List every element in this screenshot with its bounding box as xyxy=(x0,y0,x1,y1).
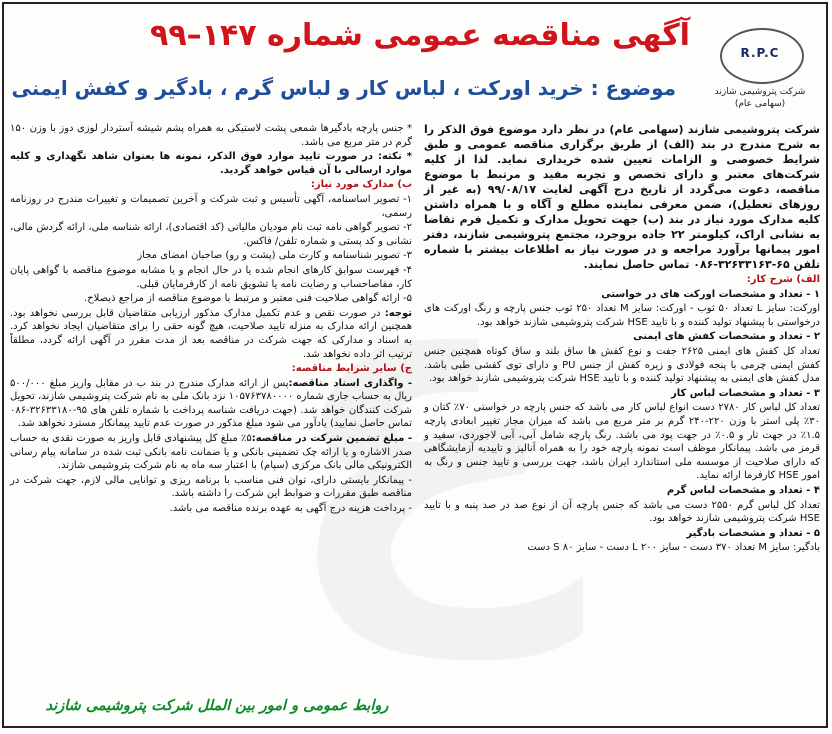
warning-text: در صورت نقص و عدم تکمیل مدارک مذکور ارزیابی متقاضیان قابل بررسی نخواهد بود. همچنین ارائه مدارک به منزله تایید صلاحیت، هیچ گونه حقی را برای متقاضیان ایجاد نخواهد کرد. به اسناد و مدارکی که جهت شرکت در مناقصه بعد از مدت مقرر در آگهی ارائه گردد، مطلقاً ترتیب اثر داده نخواهد شد. xyxy=(10,307,412,360)
item5-body: بادگیر: سایز M تعداد ۳۷۰ دست - سایز L ۲۰۰ دست - سایز S ۸۰ دست xyxy=(527,542,820,554)
right-column xyxy=(424,122,820,556)
doc-item-5: ۵- ارائه گواهی صلاحیت فنی معتبر و مرتبط با موضوع مناقصه از مراجع ذیصلاح. xyxy=(84,293,412,305)
condition-2: - پرداخت هزینه درج آگهی به عهده برنده مناقصه می باشد. xyxy=(169,503,412,515)
condition-1: - پیمانکار بایستی دارای، توان فنی مناسب با برنامه ریزی و توانایی مالی لازم، جهت شرکت در مناقصه طبق مقررات و ضوابط این شرکت را داشته باشد. xyxy=(10,474,412,500)
warning-label: توجه: xyxy=(384,307,412,319)
doc-item-4: ۴- فهرست سوابق کارهای انجام شده یا در حال انجام و یا مشابه موضوع مناقصه با گواهی پایان کار، مفاصاحساب و رضایت نامه یا تشویق نامه از کارفرمایان قبلی. xyxy=(10,264,412,290)
guarantee-text: ۵٪ مبلغ کل پیشنهادی قابل واریز به صورت نقدی به حساب صدر الاشاره و یا ارائه چک تضمینی بانکی و یا ضمانت نامه بانکی ثبت شده در سامانه پیام رسانی الکترونیکی مالی بانک مرکزی (سپام) با اعتبار سه ماه به نام شرکت پتروشیمی شازند. xyxy=(10,433,412,472)
item5-heading: ۵ - تعداد و مشخصات بادگیر xyxy=(686,527,820,539)
doc-item-1: ۱- تصویر اساسنامه، آگهی تأسیس و ثبت شرکت و آخرین تصمیمات و تغییرات مندرج در روزنامه رسمی، xyxy=(10,193,412,219)
logo-company-name: شرکت پتروشیمی شازند (سهامی عام) xyxy=(714,87,806,109)
intro-paragraph: شرکت پتروشیمی شازند (سهامی عام) در نظر دارد موضوع فوق الذکر را به شرح مندرج در بند (الف) از طریق برگزاری مناقصه عمومی و طبق شرایط خصوصی و الزامات تعیین شده خریداری نماید. لذا از کلیه شرکت‌های معتبر و دارای تخصص و تجربه مفید و مرتبط با موضوع مناقصه، دعوت می‌گردد از تاریخ درج آگهی لغایت ۹۹/۰۸/۱۷ (به غیر از روزهای تعطیل)، ضمن معرفی نماینده مطلع و آگاه و با همراه داشتن کلیه مدارک مورد نیاز در بند (ب) جهت تحویل مدارک و تکمیل فرم تقاضا به نشانی اراک، کیلومتر ۲۲ جاده بروجرد، مجتمع پتروشیمی شازند، دفتر امور پیمانها برآورد مراجعه و در صورت نیاز به اطلاعات بیشتر با شماره تلفن ۶۵-۳۲۶۳۳۱۶۳-۰۸۶ تماس حاصل نمایند. xyxy=(424,123,820,271)
warning-paragraph xyxy=(10,307,412,361)
notice-subject: موضوع : خرید اورکت ، لباس کار و لباس گرم ، بادگیر و کفش ایمنی xyxy=(11,76,676,100)
item4-body: تعداد کل لباس گرم ۲۵۵۰ دست می باشد که جنس پارچه آن از نوع صد در صد پنبه و با تایید HSE شرکت پتروشیمی شازند خواهد بود. xyxy=(424,499,820,525)
item2-heading: ۲ - تعداد و مشخصات کفش های ایمنی xyxy=(633,331,820,343)
item3-heading: ۳ - تعداد و مشخصات لباس کار xyxy=(670,387,820,399)
guarantee-paragraph xyxy=(10,432,412,473)
guarantee-label: - مبلغ تضمین شرکت در مناقصه: xyxy=(251,433,412,445)
fee-text: پس از ارائه مدارک مندرج در بند ب در مقابل واریز مبلغ ۵۰۰/۰۰۰ ریال به حساب جاری شماره ۱۰۵۷۶۳۷۸۰۰۰۰ نزد بانک ملی به نام شرکت پتروشیمی شازند، تحویل شرکت کنندگان خواهد شد. (جهت دریافت شناسه پرداخت با شماره تلفن های ۹۵-۳۲۶۳۳۱۸۰-۰۸۶ تماس حاصل نمایید) یادآور می شود مبلغ مذکور در صورت عدم تایید پیمانکار مسترد نخواهد شد. xyxy=(10,377,412,430)
doc-item-3: ۳- تصویر شناسنامه و کارت ملی (پشت و رو) صاحبان امضای مجاز xyxy=(137,250,412,262)
fee-paragraph xyxy=(10,377,412,431)
logo-abbreviation: R.P.C xyxy=(740,46,780,60)
section-b-heading: ب) مدارک مورد نیاز: xyxy=(310,179,412,191)
left-column xyxy=(10,122,412,517)
item1-body: اورکت: سایز L تعداد ۵۰ ثوب - اورکت: سایز M تعداد ۲۵۰ ثوب جنس پارچه و رنگ اورکت های درخواستی با پیشنهاد تولید کننده و با تایید HSE شرکت پتروشیمی شازند خواهد بود. xyxy=(424,303,820,328)
sample-note: * نکته: در صورت تایید موارد فوق الذکر، نمونه ها بعنوان شاهد نگهداری و کلیه موارد ارسالی با آن قیاس خواهد گردید. xyxy=(10,151,412,176)
item3-body: تعداد کل لباس کار ۲۷۸۰ دست انواع لباس کار می باشد که جنس پارچه در خواستی ۷۰٪ کتان و ۳۰٪ پلی استر با وزن ۲۲۰-۲۴۰ گرم بر متر مربع می باشد که میزان مجاز تغییر ابعادی پارچه ۱.۵٪ در جهت تار و ۰.۵٪ در جهت پود می باشد. رنگ پارچه شامل آبی، آبی لاجوردی، سفید و قرمز می باشد. پیمانکار موظف است نمونه پارچه خود را به همراه آنالیز و تاییدیه آزمایشگاهی که دارای صلاحیت از موسسه ملی استاندارد ایران باشد، جهت بررسی و تایید جنس و رنگ به امور HSE کارفرما ارائه نماید. xyxy=(424,402,820,482)
item2-body: تعداد کل کفش های ایمنی ۲۶۲۵ جفت و نوع کفش ها ساق بلند و ساق کوتاه همچنین جنس کفش ایمنی چرمی با پنجه فولادی و زیره کفش از جنس PU و دارای توی کفشی طبی باشد. مدل کفش های ایمنی به پیشنهاد تولید کننده و با تایید HSE شرکت پتروشیمی شازند خواهد بود. xyxy=(424,345,820,385)
notice-title: آگهی مناقصه عمومی شماره ۱۴۷–۹۹ xyxy=(150,18,690,53)
fee-label: - واگذاری اسناد مناقصه: xyxy=(288,377,413,389)
windbreaker-fabric-note: * جنس پارچه بادگیرها شمعی پشت لاستیکی به همراه پشم شیشه آستردار لوزی دوز با وزن ۱۵۰ گرم در متر مربع می باشد. xyxy=(10,123,412,148)
item4-heading: ۴ - تعداد و مشخصات لباس گرم xyxy=(666,484,820,496)
section-a-heading: الف) شرح کار: xyxy=(746,274,820,285)
footer-signature: روابط عمومی و امور بین الملل شرکت پتروشیمی شازند xyxy=(45,698,389,714)
section-c-heading: ج) سایر شرایط مناقصه: xyxy=(291,363,412,375)
item1-heading: ۱ - تعداد و مشخصات اورکت های در خواستی xyxy=(601,288,820,300)
doc-item-2: ۲- تصویر گواهی نامه ثبت نام مودیان مالیاتی (کد اقتصادی)، ارائه شناسه ملی، ارائه گردش مالی، نشانی و کد پستی و شماره تلفن/ فاکس. xyxy=(10,222,412,247)
tender-notice xyxy=(2,2,828,728)
notice-header xyxy=(4,4,826,122)
